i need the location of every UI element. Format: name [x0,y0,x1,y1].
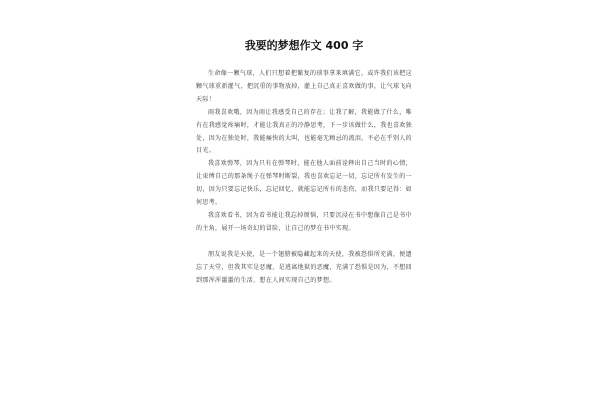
paragraph-balloon: 生命像一颗气球，人们只想着把繁复的琐事拿来填满它，或许我们该把这颗气球重新灌气，把沉重的事物放掉，灌上自己真正喜欢做的事，让气球飞向天际！ [196,70,412,103]
paragraph-books: 我喜欢看书，因为看书能让我忘掉烦恼，只要沉浸在书中想像自己是书中的主角，展开一场奇幻的冒险，让自己的梦在书中实现。 [196,211,412,232]
paragraph-rain: 雨我喜欢哦，因为雨让我感受自己的存在；让我了解，我能做了什么，唯有在我感觉疼痛时，才能让我真正的冷静思考，下一步该做什么，我也喜欢独处，因为在独处时，我能痛快的大叫，也能毫无顾忌的流泪，不必在乎别人的目光。 [196,108,412,155]
paragraph-piano: 我喜欢弹琴，因为只有在弹琴时，能在他人面前诠释出自己当时的心情，让束缚自己的那条绳子在弹琴时断裂，我也喜欢忘记一切，忘记所有发生的一切，因为只要忘记快乐，忘记回忆，就能忘记所有的悲伤，而我只要记得：如何思考。 [196,160,412,207]
document-title: 我要的梦想作文 400 字 [244,39,364,52]
paragraph-angel: 朋友说我是天使，是一个翅膀被隐藏起来的天使，我被恐惧所充满，便遗忘了天堂，但我其实是恶魔，是逃离地狱的恶魔，充满了恐惧是因为，不想回到那浑浑噩噩的生活，想在人间实现自己的梦想。 [196,250,412,284]
document-body [196,68,412,288]
document-page [196,0,412,400]
